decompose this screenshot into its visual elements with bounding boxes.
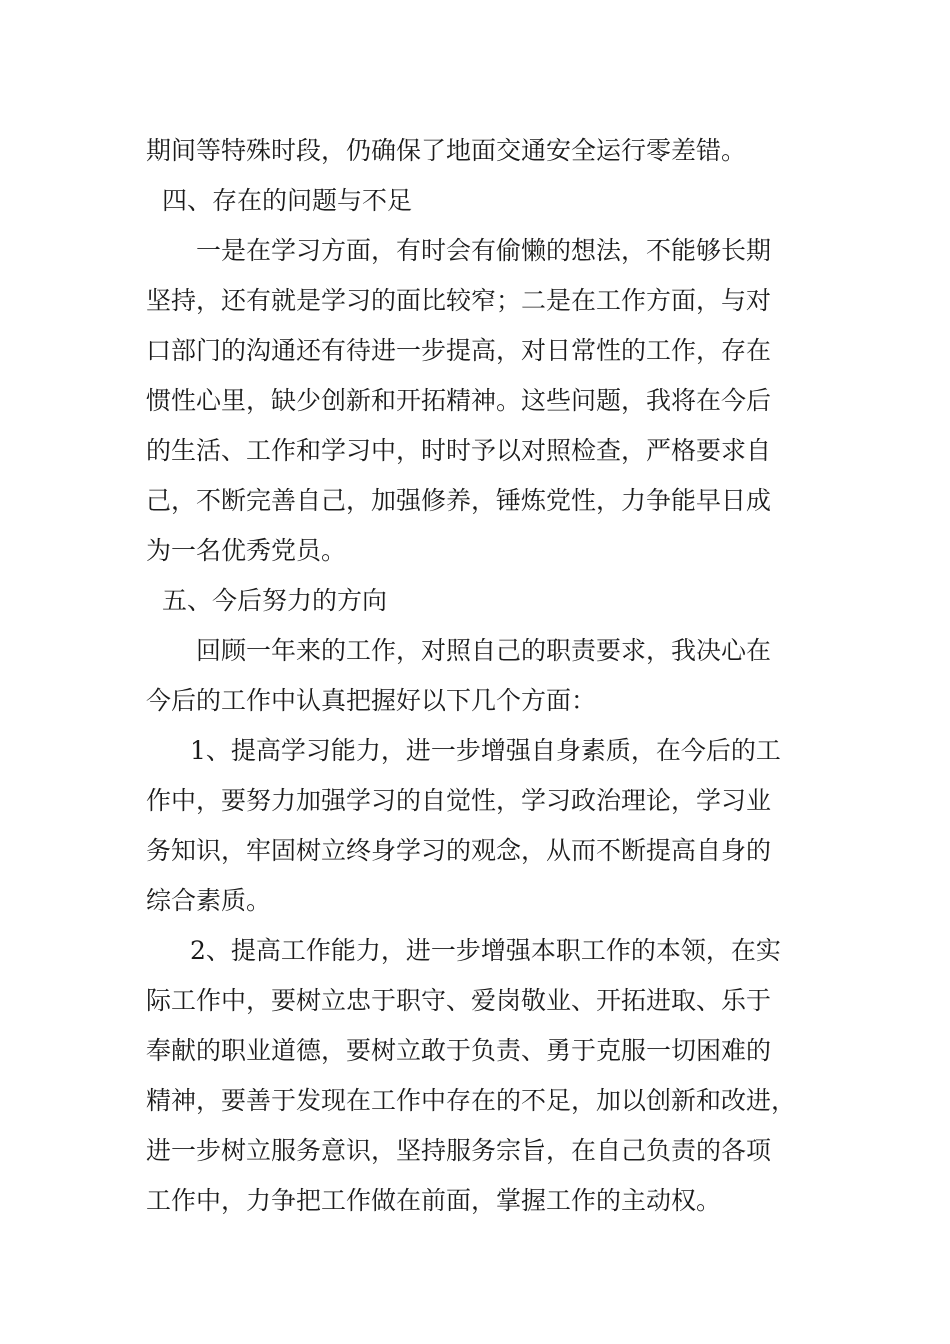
body-line: 期间等特殊时段，仍确保了地面交通安全运行零差错。 [146,136,747,165]
body-line: 一是在学习方面，有时会有偷懒的想法，不能够长期 [196,236,772,265]
body-line: 务知识，牢固树立终身学习的观念，从而不断提高自身的 [146,836,772,865]
body-line: 己，不断完善自己，加强修养，锤炼党性，力争能早日成 [146,486,772,515]
section-heading: 五、今后努力的方向 [162,586,388,615]
body-line: 惯性心里，缺少创新和开拓精神。这些问题，我将在今后 [146,386,772,415]
body-line: 进一步树立服务意识，坚持服务宗旨，在自己负责的各项 [146,1136,772,1165]
body-line: 际工作中，要树立忠于职守、爱岗敬业、开拓进取、乐于 [146,986,772,1015]
body-line: 1、提高学习能力，进一步增强自身素质，在今后的工 [190,736,781,765]
section-heading: 四、存在的问题与不足 [162,186,413,215]
body-line: 2、提高工作能力，进一步增强本职工作的本领，在实 [190,936,781,965]
body-line: 综合素质。 [146,886,272,915]
body-line: 为一名优秀党员。 [146,536,347,565]
body-line: 回顾一年来的工作，对照自己的职责要求，我决心在 [196,636,772,665]
body-line: 工作中，力争把工作做在前面，掌握工作的主动权。 [146,1186,722,1215]
body-line: 精神，要善于发现在工作中存在的不足，加以创新和改进， [146,1086,797,1115]
body-line: 的生活、工作和学习中，时时予以对照检查，严格要求自 [146,436,772,465]
body-line: 今后的工作中认真把握好以下几个方面： [146,686,597,715]
body-line: 坚持，还有就是学习的面比较窄；二是在工作方面，与对 [146,286,772,315]
body-line: 作中，要努力加强学习的自觉性，学习政治理论，学习业 [146,786,772,815]
body-line: 口部门的沟通还有待进一步提高，对日常性的工作，存在 [146,336,772,365]
body-line: 奉献的职业道德，要树立敢于负责、勇于克服一切困难的 [146,1036,772,1065]
